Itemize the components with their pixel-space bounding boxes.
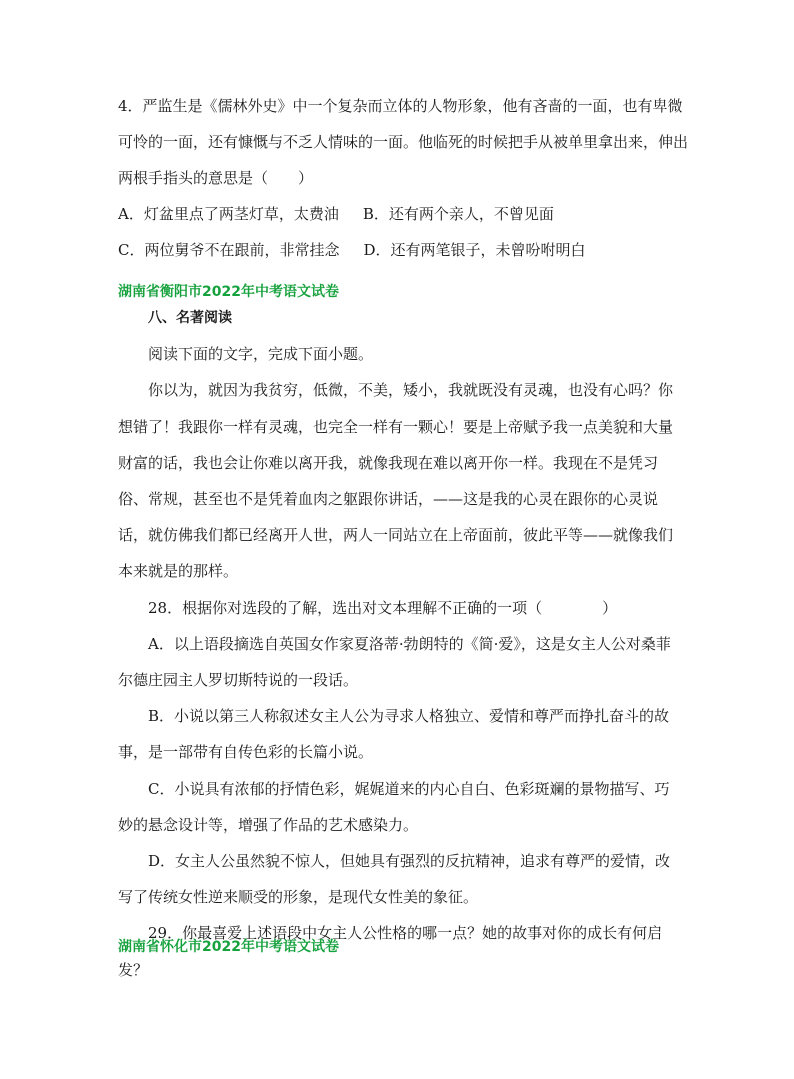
question-4-options-row-1 — [118, 196, 688, 232]
question-29-stem: 29．你最喜爱上述语段中女主人公性格的哪一点？她的故事对你的成长有何启发？ — [118, 924, 663, 979]
question-4 — [118, 88, 688, 268]
question-4-stem: 4．严监生是《儒林外史》中一个复杂而立体的人物形象，他有吝啬的一面，也有卑微可怜的一面，还有慷慨与不乏人情味的一面。他临死的时候把手从被单里拿出来，伸出两根手指头的意思是（ ） — [118, 97, 689, 187]
section-instruction: 阅读下面的文字，完成下面小题。 — [148, 345, 374, 364]
source-label-hengyang: 湖南省衡阳市2022年中考语文试卷 — [118, 284, 339, 300]
question-4-options-row-2 — [118, 232, 688, 268]
question-4-option-a: A．灯盆里点了两茎灯草，太费油 — [118, 205, 339, 223]
question-28-stem: 28．根据你对选段的了解，选出对文本理解不正确的一项（ ） — [148, 598, 618, 617]
section-classics-reading — [118, 300, 678, 988]
source-label-huaihua: 湖南省怀化市2022年中考语文试卷 — [118, 939, 339, 955]
question-28-option-b: B．小说以第三人称叙述女主人公为寻求人格独立、爱情和尊严而挣扎奋斗的故事，是一部带有自传色彩的长篇小说。 — [118, 707, 670, 762]
question-4-option-b: B．还有两个亲人，不曾见面 — [362, 205, 554, 223]
question-4-option-c: C．两位舅爷不在跟前，非常挂念 — [118, 241, 340, 259]
question-28-option-d: D．女主人公虽然貌不惊人，但她具有强烈的反抗精神，追求有尊严的爱情，改写了传统女性逆来顺受的形象，是现代女性美的象征。 — [118, 852, 671, 907]
question-28-option-c: C．小说具有浓郁的抒情色彩，娓娓道来的内心自白、色彩斑斓的景物描写、巧妙的悬念设计等，增强了作品的艺术感染力。 — [118, 779, 670, 834]
question-4-option-d: D．还有两笔银子，未曾吩咐明白 — [363, 241, 586, 259]
question-28-option-a: A．以上语段摘选自英国女作家夏洛蒂·勃朗特的《简·爱》，这是女主人公对桑菲尔德庄园主人罗切斯特说的一段话。 — [118, 634, 671, 690]
section-title: 八、名著阅读 — [148, 310, 232, 326]
reading-passage: 你以为，就因为我贫穷，低微，不美，矮小，我就既没有灵魂，也没有心吗？你想错了！我跟你一样有灵魂，也完全一样有一颗心！要是上帝赋予我一点美貌和大量财富的话，我也会让你难以离开我，就像我现在难以离开你一样。我现在不是凭习俗、常规，甚至也不是凭着血肉之躯跟你讲话，——这是我的心灵在跟你的心灵说话，就仿佛我们都已经离开人世，两人一同站立在上帝面前，彼此平等——就像我们本来就是的那样。 — [118, 381, 674, 581]
